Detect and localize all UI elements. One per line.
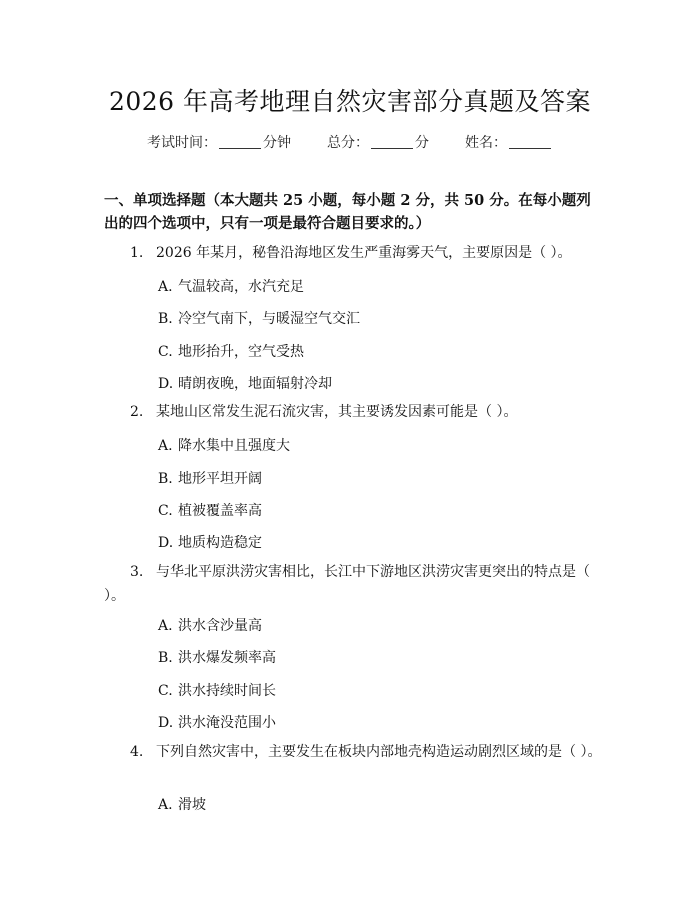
question-number: 1. [130, 245, 144, 261]
option-1b: B. 冷空气南下，与暖湿空气交汇 [158, 311, 360, 327]
question-text: 与华北平原洪涝灾害相比，长江中下游地区洪涝灾害更突出的特点是（ ）。 [104, 564, 590, 604]
total-score-label: 总分： [327, 135, 369, 151]
question-1 [104, 241, 604, 265]
exam-meta-row [0, 132, 700, 152]
total-score-blank[interactable] [371, 134, 413, 149]
question-text: 2026 年某月，秘鲁沿海地区发生严重海雾天气，主要原因是（ ）。 [156, 245, 572, 261]
option-3b: B. 洪水爆发频率高 [158, 650, 276, 666]
option-2b: B. 地形平坦开阔 [158, 471, 262, 487]
total-score-field [327, 132, 429, 152]
question-text: 某地山区常发生泥石流灾害，其主要诱发因素可能是（ ）。 [156, 404, 518, 420]
question-number: 4. [130, 744, 144, 760]
option-2c: C. 植被覆盖率高 [158, 503, 262, 519]
exam-time-label: 考试时间： [147, 135, 217, 151]
page-title: 2026 年高考地理自然灾害部分真题及答案 [108, 87, 592, 116]
option-2a: A. 降水集中且强度大 [158, 438, 290, 454]
exam-time-suffix: 分钟 [263, 135, 291, 151]
name-blank[interactable] [509, 134, 551, 149]
question-number: 3. [130, 564, 144, 580]
question-text: 下列自然灾害中，主要发生在板块内部地壳构造运动剧烈区域的是（ ）。 [156, 744, 602, 760]
option-3d: D. 洪水淹没范围小 [158, 715, 276, 731]
question-2 [104, 400, 604, 424]
exam-time-blank[interactable] [219, 134, 261, 149]
question-number: 2. [130, 404, 144, 420]
question-3 [104, 560, 604, 608]
total-score-suffix: 分 [415, 135, 429, 151]
name-field [465, 132, 553, 152]
option-1d: D. 晴朗夜晚，地面辐射冷却 [158, 376, 332, 392]
option-4a: A. 滑坡 [158, 797, 206, 813]
exam-time-field [147, 132, 291, 152]
option-2d: D. 地质构造稳定 [158, 535, 262, 551]
option-1a: A. 气温较高，水汽充足 [158, 279, 304, 295]
question-4 [104, 740, 604, 764]
name-label: 姓名： [465, 135, 507, 151]
option-3a: A. 洪水含沙量高 [158, 618, 262, 634]
option-1c: C. 地形抬升，空气受热 [158, 344, 304, 360]
section-heading: 一、单项选择题（本大题共 25 小题，每小题 2 分，共 50 分。在每小题列出的四个选项中，只有一项是最符合题目要求的。） [104, 192, 591, 232]
option-3c: C. 洪水持续时间长 [158, 683, 276, 699]
